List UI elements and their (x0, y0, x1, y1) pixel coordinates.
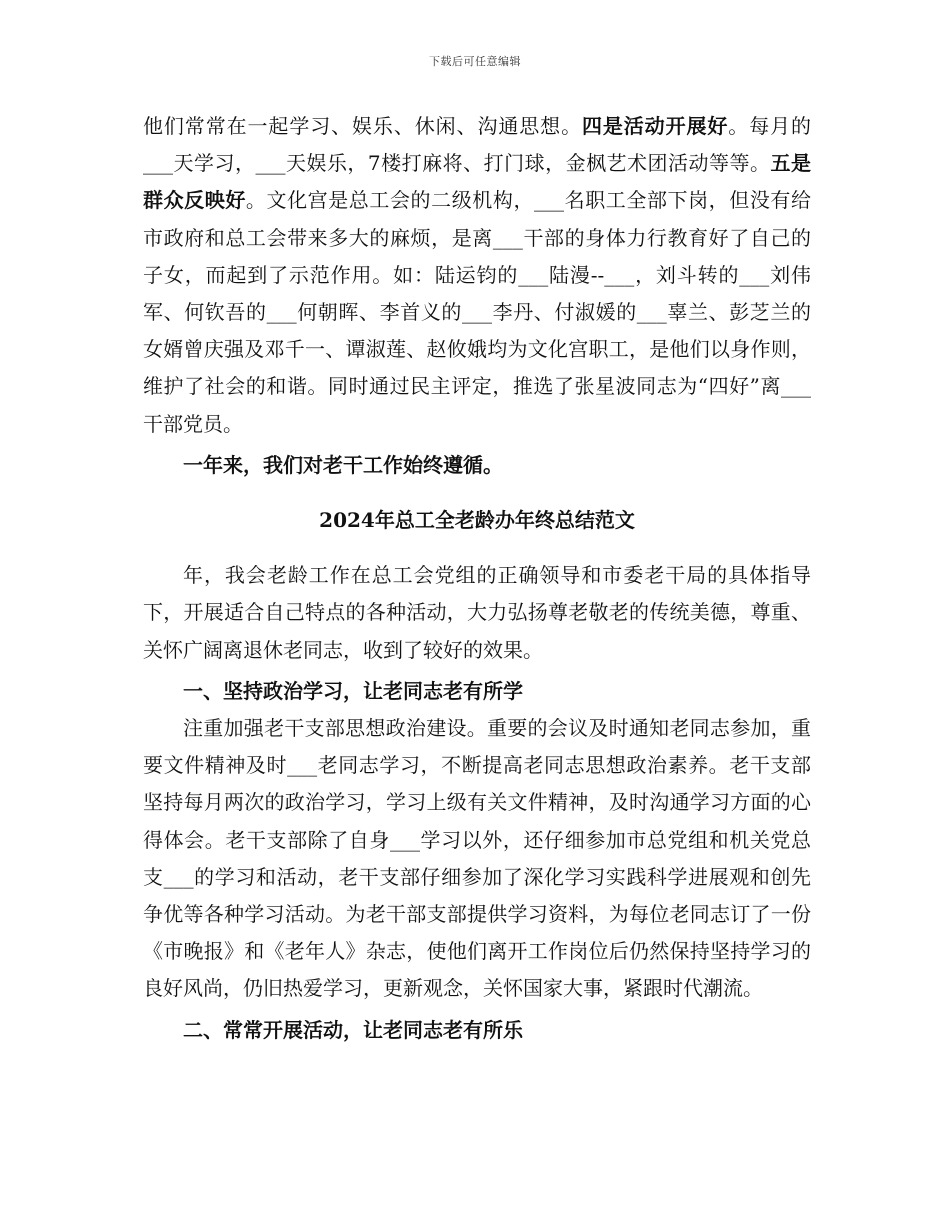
section-body-1: 注重加强老干支部思想政治建设。重要的会议及时通知老同志参加，重要文件精神及时___老同志学习，不断提高老同志思想政治素养。老干支部坚持每月两次的政治学习，学习上级有关文件精神，及时沟通学习方面的心得体会。老干支部除了自身___学习以外，还仔细参加市总党组和机关党总支___的学习和活动，老干支部仔细参加了深化学习实践科学进展观和创先争优等各种学习活动。为老干部支部提供学习资料，为每位老同志订了一份《市晚报》和《老年人》杂志，使他们离开工作岗位后仍然保持坚持学习的良好风尚，仍旧热爱学习，更新观念，关怀国家大事，紧跟时代潮流。 (143, 716, 811, 1001)
section-heading-1: 一、坚持政治学习，让老同志老有所学 (183, 678, 523, 703)
bold-phrase-four: 四是活动开展好 (581, 114, 729, 138)
section-heading-2: 二、常常开展活动，让老同志老有所乐 (183, 1017, 523, 1042)
page-header: 下载后可任意编辑 (429, 55, 521, 68)
document-body (143, 108, 811, 1049)
article-title: 2024年总工全老龄办年终总结范文 (319, 508, 635, 533)
intro-paragraph: 年，我会老龄工作在总工会党组的正确领导和市委老干局的具体指导下，开展适合自己特点的各种活动，大力弘扬尊老敬老的传统美德，尊重、关怀广阔离退休老同志，收到了较好的效果。 (143, 563, 811, 662)
paragraph-continued (143, 108, 811, 443)
bold-phrase-five: 五是群众反映好 (143, 151, 811, 213)
paragraph-text: 。每月的___天学习，___天娱乐，7楼打麻将、打门球，金枫艺术团活动等等。 (143, 114, 812, 176)
paragraph-text: 他们常常在一起学习、娱乐、休闲、沟通思想。 (143, 114, 582, 138)
paragraph-text: 。文化宫是总工会的二级机构，___名职工全部下岗，但没有给市政府和总工会带来多大的麻烦，是离___干部的身体力行教育好了自己的子女，而起到了示范作用。如：陆运钧的___陆漫--___，刘斗转的___刘伟军、何钦吾的___何朝晖、李首义的___李丹、付淑媛的___辜兰、彭芝兰的女婿曾庆强及邓千一、谭淑莲、赵攸娥均为文化宫职工，是他们以身作则，维护了社会的和谐。同时通过民主评定，推选了张星波同志为“四好”离___干部党员。 (143, 188, 812, 436)
summary-sentence: 一年来，我们对老干工作始终遵循。 (183, 452, 503, 477)
